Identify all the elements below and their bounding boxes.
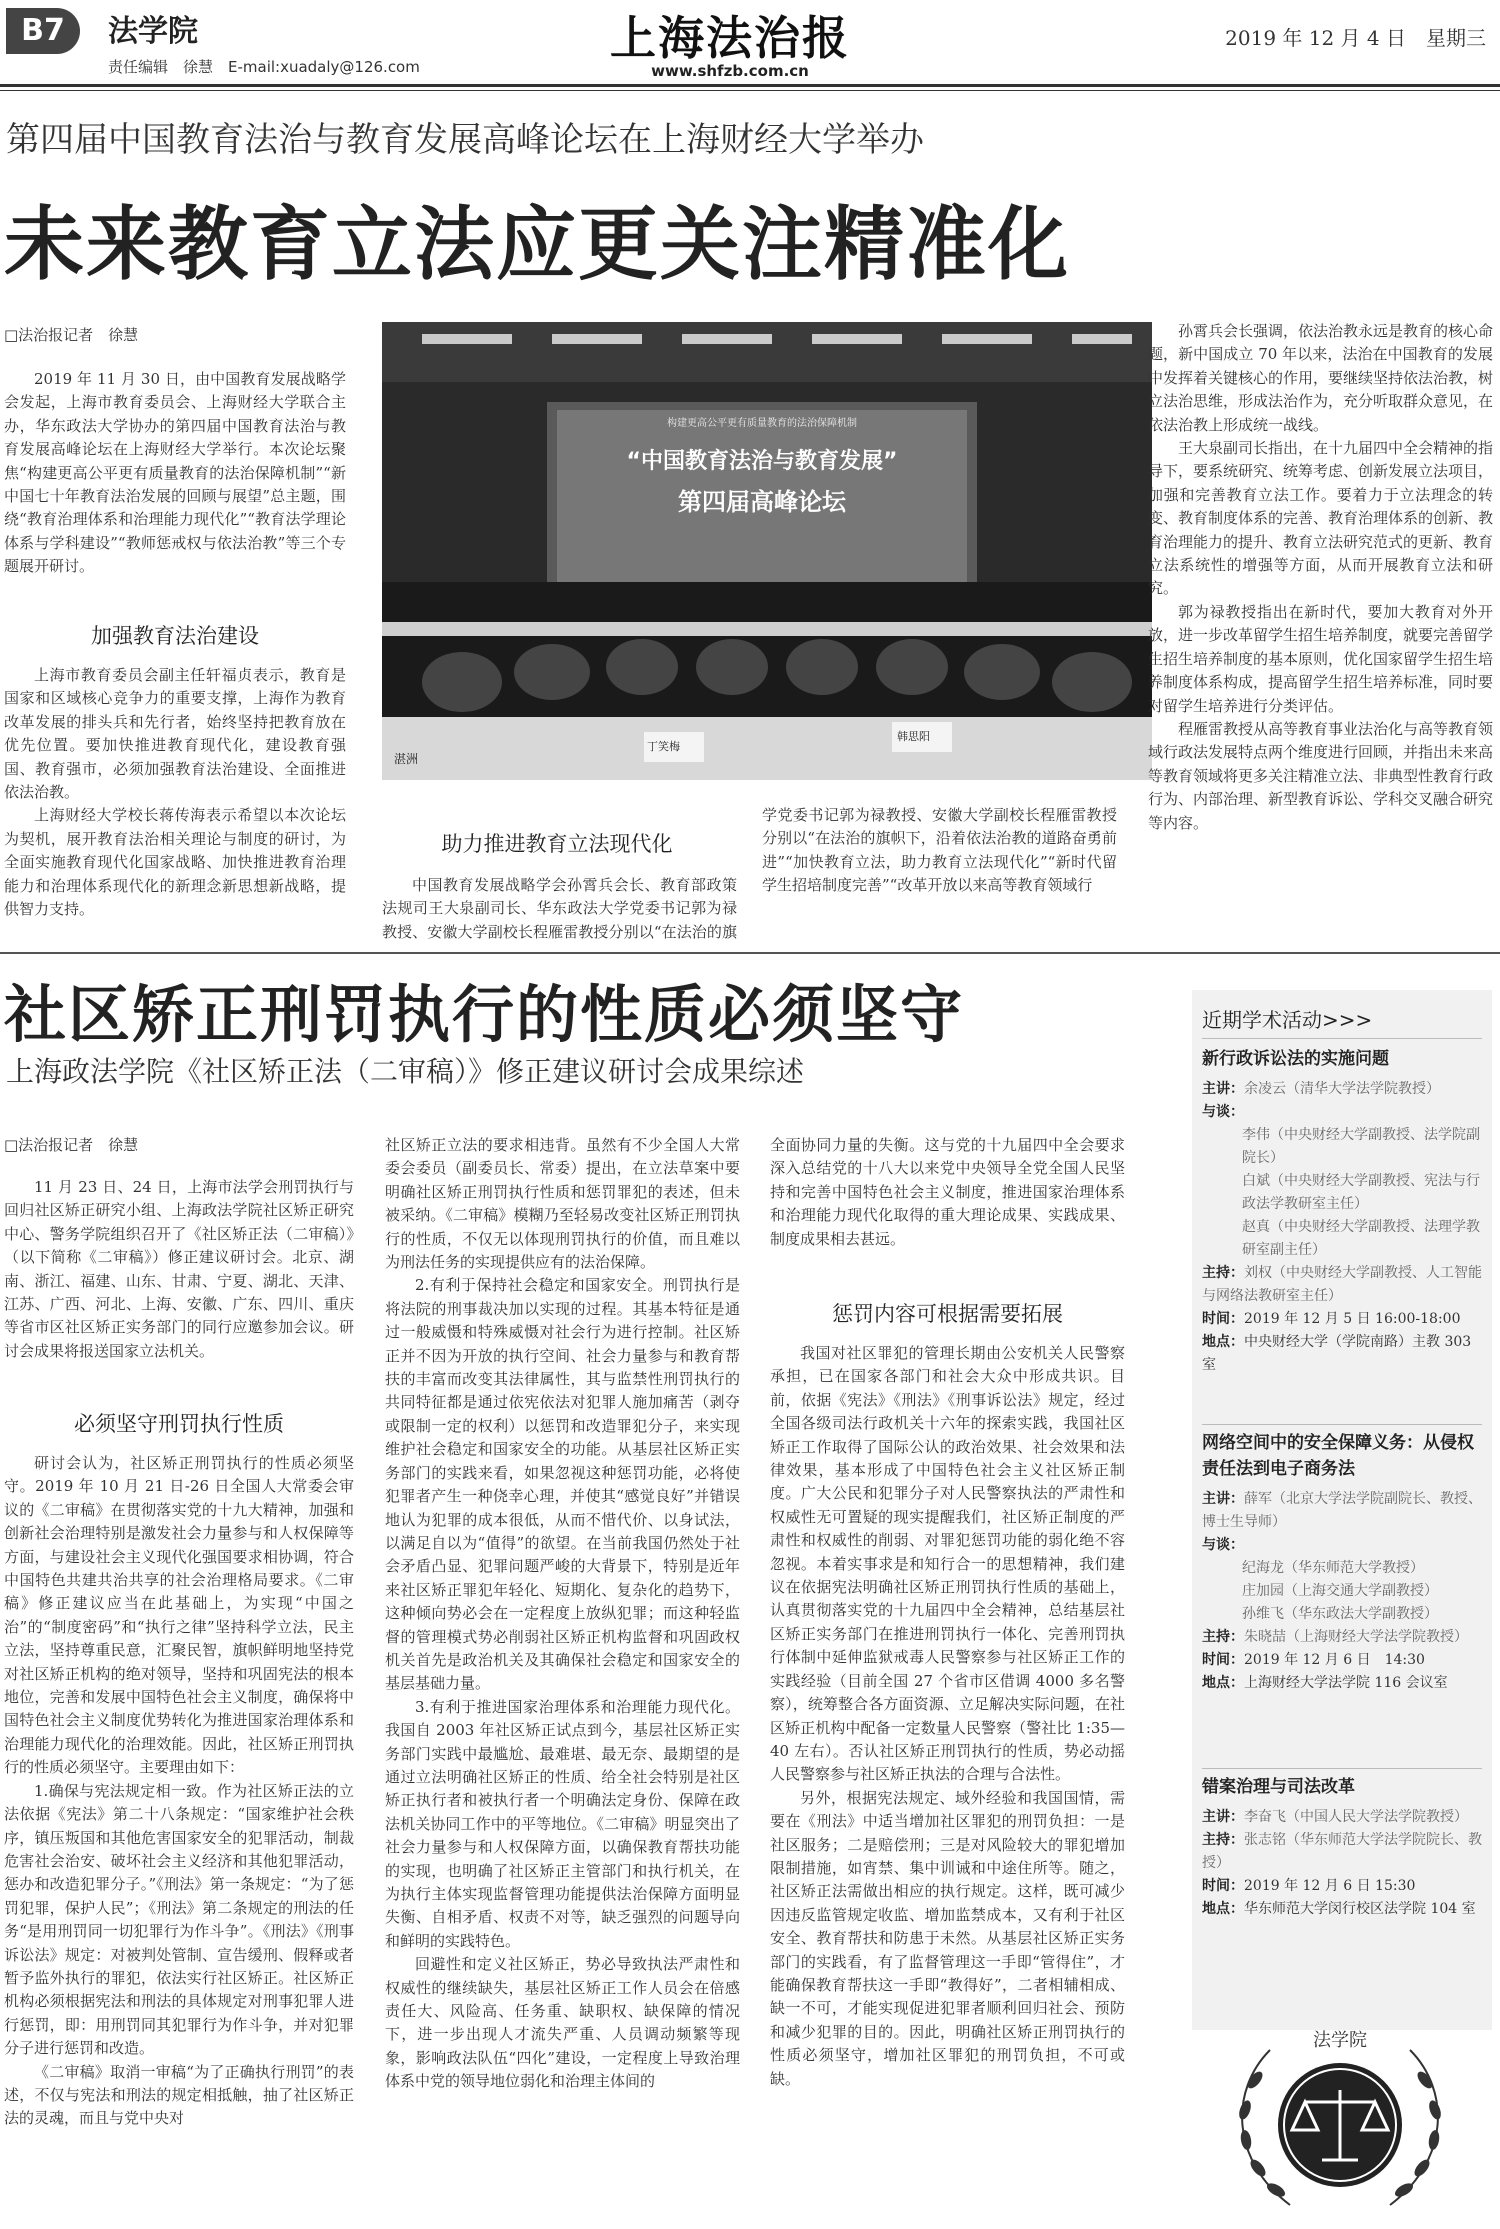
article1-subhead-1: 加强教育法治建设 <box>91 624 259 648</box>
event-2-host <box>1202 1626 1482 1649</box>
article2-col1 <box>4 1452 354 2224</box>
speaker-label: 主讲： <box>1202 1809 1244 1825</box>
event-2-discussant-1 <box>1202 1557 1482 1580</box>
name-card-2: 韩思阳 <box>897 730 930 743</box>
host-name: 刘权（中央财经大学副教授、人工智能与网络法教研室主任） <box>1202 1265 1482 1304</box>
host-label: 主持： <box>1202 1629 1244 1645</box>
article2-intro <box>4 1176 354 1394</box>
host-label: 主持： <box>1202 1832 1244 1848</box>
event-2 <box>1202 1430 1482 1695</box>
event-3 <box>1202 1774 1482 1921</box>
article1-intro <box>4 368 346 618</box>
discussant-name: 赵真（中央财经大学副教授、法理学教研室副主任） <box>1242 1219 1480 1258</box>
article2-byline: □法治报记者 徐慧 <box>4 1136 139 1154</box>
discussant-label: 与谈： <box>1202 1537 1244 1553</box>
event-3-time <box>1202 1875 1482 1898</box>
article1-intro-text: 2019 年 11 月 30 日，由中国教育发展战略学会发起，上海市教育委员会、上海财经大学联合主办，华东政法大学协办的第四届中国教育法治与教育发展高峰论坛在上海财经大学举行。本次论坛聚焦“构建更高公平更有质量教育的法治保障机制”“新中国七十年教育法治发展的回顾与展望”总主题，围绕“教育治理体系和治理能力现代化”“教育法学理论体系与学科建设”“教师惩戒权与依法治教”等三个专题展开研讨。 <box>4 370 346 576</box>
article2-c3-para-2: 我国对社区罪犯的管理长期由公安机关人民警察承担，已在国家各部门和社会大众中形成共识。目前，依据《宪法》《刑法》《刑事诉讼法》规定，经过全国各级司法行政机关十六年的探索实践，我国社区矫正工作取得了国际公认的政治效果、社会效果和法律效果，基本形成了中国特色社会主义社区矫正制度。广大公民和犯罪分子对人民警察执法的严肃性和权威性无可置疑的现实提醒我们，社区矫正制度的严肃性和权威性的削弱、对罪犯惩罚功能的弱化绝不容忽视。本着实事求是和知行合一的思想精神，我们建议在依据宪法明确社区矫正刑罚执行性质的基础上，认真贯彻落实党的十九届四中全会精神，总结基层社区矫正实务部门在推进刑罚执行一体化、完善刑罚执行体制中延伸监狱戒毒人民警察参与社区矫正工作的实践经验（目前全国 27 个省市区借调 4000 多名警察），统筹整合各方面资源、立足解决实际问题，在社区矫正机构中配备一定数量人民警察（警社比 1:35—40 左右）。否认社区矫正刑罚执行的性质，势必动摇人民警察参与社区矫正执法的合理与合法性。 <box>770 1344 1125 1784</box>
name-card-1: 丁笑梅 <box>647 740 680 753</box>
speaker-label: 主讲： <box>1202 1491 1244 1507</box>
sidebar-divider-2 <box>1202 1768 1482 1769</box>
event-1-discussant-1 <box>1202 1124 1482 1170</box>
article2-kicker: 上海政法学院《社区矫正法（二审稿）》修正建议研讨会成果综述 <box>6 1055 805 1088</box>
article2-c2-para-1: 社区矫正立法的要求相违背。虽然有不少全国人大常委会委员（副委员长、常委）提出，在立法草案中要明确社区矫正刑罚执行性质和惩罚罪犯的表述，但未被采纳。《二审稿》模糊乃至轻易改变社区矫正刑罚执行的性质，不仅无以体现刑罚执行的价值，而且难以为刑法任务的实现提供应有的法治保障。 <box>385 1136 740 1272</box>
place-label: 地点： <box>1202 1901 1244 1917</box>
article1-para-3-b: 学党委书记郭为禄教授、安徽大学副校长程雁雷教授分别以“在法治的旗帜下，沿着依法治教的道路奋勇前进”“加快教育立法，助力教育立法现代化”“新时代留学生招培制度完善”“改革开放以来高等教育领域行 <box>762 806 1117 895</box>
place-label: 地点： <box>1202 1675 1244 1691</box>
website-url[interactable]: www.shfzb.com.cn <box>651 62 809 80</box>
host-name: 张志铭（华东师范大学法学院院长、教授） <box>1202 1832 1482 1871</box>
article1-headline: 未来教育立法应更关注精准化 <box>4 198 1070 291</box>
speaker-name: 余凌云（清华大学法学院教授） <box>1244 1081 1440 1097</box>
event-1-discussant-3 <box>1202 1216 1482 1262</box>
banner-title: “中国教育法治与教育发展” <box>626 449 898 474</box>
publication-date: 2019 年 12 月 4 日 星期三 <box>1225 26 1486 50</box>
article2-col3-top <box>770 1134 1125 1298</box>
speaker-label: 主讲： <box>1202 1081 1244 1097</box>
article2-subhead-1: 必须坚守刑罚执行性质 <box>74 1412 284 1436</box>
article2-c2-para-4: 回避性和定义社区矫正，势必导致执法严肃性和权威性的继续缺失，基层社区矫正工作人员会在倍感责任大、风险高、任务重、缺职权、缺保障的情况下，进一步出现人才流失严重、人员调动频繁等现象，影响政法队伍“四化”建设，一定程度上导致治理体系中党的领导地位弱化和治理主体间的 <box>385 1955 740 2091</box>
event-2-topic: 网络空间中的安全保障义务：从侵权责任法到电子商务法 <box>1202 1433 1474 1479</box>
discussant-name: 李伟（中央财经大学副教授、法学院副院长） <box>1242 1127 1480 1166</box>
name-card-3: 湛洲 <box>394 752 419 766</box>
event-1-discussant-2 <box>1202 1170 1482 1216</box>
section-name: 法学院 <box>108 14 198 49</box>
event-1 <box>1202 1046 1482 1377</box>
place-value: 中央财经大学（学院南路）主教 303 室 <box>1202 1334 1472 1373</box>
event-1-discussants <box>1202 1101 1482 1124</box>
event-3-speaker <box>1202 1806 1482 1829</box>
banner-title-2: 第四届高峰论坛 <box>678 488 846 516</box>
masthead-rule <box>0 84 1500 87</box>
time-value: 2019 年 12 月 6 日 14:30 <box>1244 1652 1425 1668</box>
article2-c3-para-3: 另外，根据宪法规定、域外经验和我国国情，需要在《刑法》中适当增加社区罪犯的刑罚负担：一是社区服务；二是赔偿刑；三是对风险较大的罪犯增加限制措施，如宵禁、集中训诫和中途住所等。随之，社区矫正法需做出相应的执行规定。这样，既可减少因违反监管规定收监、增加监禁成本，又有利于社区安全、教育帮扶和防患于未然。从基层社区矫正实务部门的实践看，有了监督管理这一手即“管得住”，才能确保教育帮扶这一手即“教得好”，二者相辅相成、缺一不可，才能实现促进犯罪者顺利回归社会、预防和减少犯罪的目的。因此，明确社区矫正刑罚执行的性质必须坚守，增加社区罪犯的刑罚负担，不可或缺。 <box>770 1788 1125 2088</box>
sidebar-title-rule <box>1202 1038 1482 1039</box>
article1-kicker: 第四届中国教育法治与教育发展高峰论坛在上海财经大学举办 <box>6 120 924 160</box>
article1-para-5: 王大泉副司长指出，在十九届四中全会精神的指导下，要系统研究、统筹考虑、创新发展立法项目，加强和完善教育立法工作。要着力于立法理念的转变、教育制度体系的完善、教育治理体系的创新、教育治理能力的提升、教育立法研究范式的更新、教育立法系统性的增强等方面，从而开展教育立法和研究。 <box>1148 439 1493 598</box>
article2-subhead-2: 惩罚内容可根据需要拓展 <box>832 1302 1063 1326</box>
article2-intro-text: 11 月 23 日、24 日，上海市法学会刑罚执行与回归社区矫正研究小组、上海政法学院社区矫正研究中心、警务学院组织召开了《社区矫正法（二审稿）》（以下简称《二审稿》）修正建议研讨会。北京、湖南、浙江、福建、山东、甘肃、宁夏、湖北、天津、江苏、广西、河北、上海、安徽、广东、四川、重庆等省市区社区矫正实务部门的同行应邀参加会议。研讨会成果将报送国家立法机关。 <box>4 1178 354 1360</box>
time-value: 2019 年 12 月 6 日 15:30 <box>1244 1878 1416 1894</box>
host-name: 朱晓喆（上海财经大学法学院教授） <box>1244 1629 1468 1645</box>
speaker-name: 李奋飞（中国人民大学法学院教授） <box>1244 1809 1468 1825</box>
banner-subtitle: 构建更高公平更有质量教育的法治保障机制 <box>667 418 857 429</box>
event-3-host <box>1202 1829 1482 1875</box>
event-2-discussant-2 <box>1202 1580 1482 1603</box>
article2-c2-para-2: 2.有利于保持社会稳定和国家安全。刑罚执行是将法院的刑事裁决加以实现的过程。其基本特征是通过一般威慑和特殊威慑对社会行为进行控制。社区矫正并不因为开放的执行空间、社会力量参与和教育帮扶的丰富而改变其法律属性，其与监禁性刑罚执行的共同特征都是通过依宪依法对犯罪人施加痛苦（剥夺或限制一定的权利）以惩罚和改造罪犯分子，来实现维护社会稳定和国家安全的功能。从基层社区矫正实务部门的实践来看，如果忽视这种惩罚功能，必将使犯罪者产生一种侥幸心理，并使其“感觉良好”并错误地认为犯罪的成本很低，从而不惜代价、以身试法，以满足自以为“值得”的欲望。在当前我国仍然处于社会矛盾凸显、犯罪问题严峻的大背景下，特别是近年来社区矫正罪犯年轻化、短期化、复杂化的趋势下，这种倾向势必会在一定程度上放纵犯罪；而这种轻监督的管理模式势必削弱社区矫正机构监督和巩固政权机关首先是政治机关及其确保社会稳定和国家安全的基层基础力量。 <box>385 1276 740 1693</box>
event-2-place <box>1202 1672 1482 1695</box>
article1-para-1: 上海市教育委员会副主任轩福贞表示，教育是国家和区域核心竞争力的重要支撑，上海作为教育改革发展的排头兵和先行者，始终坚持把教育放在优先位置。要加快推进教育现代化，建设教育强国、教育强市，必须加强教育法治建设、全面推进依法治教。 <box>4 666 346 802</box>
event-1-host <box>1202 1262 1482 1308</box>
place-value: 上海财经大学法学院 116 会议室 <box>1244 1675 1448 1691</box>
place-label: 地点： <box>1202 1334 1244 1350</box>
article1-byline: □法治报记者 徐慧 <box>4 326 139 344</box>
article2-col2 <box>385 1134 740 2224</box>
editor-line: 责任编辑 徐慧 E-mail:xuadaly@126.com <box>108 58 420 76</box>
article1-para-3-a: 中国教育发展战略学会孙霄兵会长、教育部政策法规司王大泉副司长、华东政法大学党委书记郭为禄教授、安徽大学副校长程雁雷教授分别以“在法治的旗 <box>382 876 737 941</box>
event-3-topic: 错案治理与司法改革 <box>1202 1777 1355 1797</box>
sidebar-divider-1 <box>1202 1424 1482 1425</box>
event-1-time <box>1202 1308 1482 1331</box>
masthead-rule-thin <box>0 90 1500 91</box>
discussant-name: 白斌（中央财经大学副教授、宪法与行政法学教研室主任） <box>1242 1173 1480 1212</box>
article1-col3-text <box>762 804 1117 944</box>
article1-col2-text <box>382 874 737 944</box>
event-2-discussant-3 <box>1202 1603 1482 1626</box>
place-value: 华东师范大学闵行校区法学院 104 室 <box>1244 1901 1476 1917</box>
article1-para-2: 上海财经大学校长蒋传海表示希望以本次论坛为契机，展开教育法治相关理论与制度的研讨，为全面实施教育现代化国家战略、加快推进教育治理能力和治理体系现代化的新理念新思想新战略，提供智力支持。 <box>4 806 346 919</box>
event-2-discussants <box>1202 1534 1482 1557</box>
event-2-time <box>1202 1649 1482 1672</box>
article2-c1-para-1: 研讨会认为，社区矫正刑罚执行的性质必须坚守。2019 年 10 月 21 日-26 日全国人大常委会审议的《二审稿》在贯彻落实党的十九大精神，加强和创新社会治理特别是激发社会力量参与和人权保障等方面，与建设社会主义现代化强国要求相协调，符合中国特色共建共治共享的社会治理格局要求。《二审稿》修正建议应当在此基础上，为实现“中国之治”的“制度密码”和“执行之律”坚持科学立法，民主立法，坚持尊重民意，汇聚民智，旗帜鲜明地坚持党对社区矫正机构的绝对领导，坚持和巩固宪法的根本地位，完善和发展中国特色社会主义制度，确保将中国特色社会主义制度优势转化为推进国家治理体系和治理能力现代化的治理效能。因此，社区矫正刑罚执行的性质必须坚守。主要理由如下： <box>4 1454 354 1777</box>
time-label: 时间： <box>1202 1652 1244 1668</box>
article1-para-6: 郭为禄教授指出在新时代，要加大教育对外开放，进一步改革留学生招生培养制度，就要完善留学生招生培养制度的基本原则，优化国家留学生招生培养制度体系构成，提高留学生招生培养标准，同时要对留学生培养进行分类评估。 <box>1148 602 1493 715</box>
article2-col3 <box>770 1342 1125 2224</box>
speaker-name: 薛军（北京大学法学院副院长、教授、博士生导师） <box>1202 1491 1482 1530</box>
law-school-emblem <box>1210 2020 1470 2220</box>
sidebar-title: 近期学术活动>>> <box>1202 1008 1373 1032</box>
article2-c2-para-3: 3.有利于推进国家治理体系和治理能力现代化。我国自 2003 年社区矫正试点到今，基层社区矫正实务部门实践中最尴尬、最难堪、最无奈、最期望的是通过立法明确社区矫正的性质、给全社会特别是社区矫正执行者和被执行者一个明确法定身份、保障在政法机关协同工作中的平等地位。《二审稿》明显突出了社会力量参与和人权保障方面，以确保教育帮扶功能的实现，也明确了社区矫正主管部门和执行机关，在为执行主体实现监督管理功能提供法治保障方面明显失衡、自相矛盾、权责不对等，缺乏强烈的问题导向和鲜明的实践特色。 <box>385 1697 740 1950</box>
host-label: 主持： <box>1202 1265 1244 1281</box>
article1-subhead-2: 助力推进教育立法现代化 <box>441 832 673 856</box>
article-separator <box>0 952 1500 954</box>
discussant-name: 孙维飞（华东政法大学副教授） <box>1242 1606 1438 1622</box>
page-badge: B7 <box>6 8 80 54</box>
article1-section-1 <box>4 664 346 944</box>
article1-para-7: 程雁雷教授从高等教育事业法治化与高等教育领域行政法发展特点两个维度进行回顾，并指出未来高等教育领域将更多关注精准立法、非典型性教育行政行为、内部治理、新型教育诉讼、学科交叉融合研究等内容。 <box>1148 719 1493 832</box>
conference-photo-illustration <box>382 322 1152 780</box>
event-1-topic: 新行政诉讼法的实施问题 <box>1202 1049 1389 1069</box>
event-1-speaker <box>1202 1078 1482 1101</box>
event-2-speaker <box>1202 1488 1482 1534</box>
article2-c1-para-2: 1.确保与宪法规定相一致。作为社区矫正法的立法依据《宪法》第二十八条规定：“国家维护社会秩序，镇压叛国和其他危害国家安全的犯罪活动，制裁危害社会治安、破坏社会主义经济和其他犯罪活动，惩办和改造犯罪分子。”《刑法》第一条规定：“为了惩罚犯罪，保护人民”；《刑法》第二条规定的刑法的任务“是用刑罚同一切犯罪行为作斗争”。《刑法》《刑事诉讼法》规定：对被判处管制、宣告缓刑、假释或者暂予监外执行的罪犯，依法实行社区矫正。社区矫正机构必须根据宪法和刑法的具体规定对刑事犯罪人进行惩罚，即：用刑罚同其犯罪行为作斗争，并对犯罪分子进行惩罚和改造。 <box>4 1781 354 2058</box>
event-1-place <box>1202 1331 1482 1377</box>
conference-photo <box>382 322 1152 780</box>
time-label: 时间： <box>1202 1878 1244 1894</box>
article1-col4-text <box>1148 320 1493 944</box>
article1-para-4: 孙霄兵会长强调，依法治教永远是教育的核心命题，新中国成立 70 年以来，法治在中国教育的发展中发挥着关键核心的作用，要继续坚持依法治教，树立法治思维，形成法治作为，充分听取群众意见，在依法治教上形成统一战线。 <box>1148 322 1493 434</box>
article2-headline: 社区矫正刑罚执行的性质必须坚守 <box>4 978 965 1051</box>
emblem-text: 法学院 <box>1313 2030 1367 2051</box>
article2-c3-para-1: 全面协同力量的失衡。这与党的十九届四中全会要求深入总结党的十八大以来党中央领导全党全国人民坚持和完善中国特色社会主义制度，推进国家治理体系和治理能力现代化取得的重大理论成果、实践成果、制度成果相去甚远。 <box>770 1136 1125 1248</box>
article2-c1-para-3: 《二审稿》取消一审稿“为了正确执行刑罚”的表述，不仅与宪法和刑法的规定相抵触，抽了社区矫正法的灵魂，而且与党中央对 <box>4 2062 354 2128</box>
time-label: 时间： <box>1202 1311 1244 1327</box>
discussant-name: 纪海龙（华东师范大学教授） <box>1242 1560 1424 1576</box>
event-3-place <box>1202 1898 1482 1921</box>
newspaper-logo: 上海法治报 <box>610 11 850 65</box>
discussant-name: 庄加园（上海交通大学副教授） <box>1242 1583 1438 1599</box>
events-sidebar <box>1192 990 1492 2030</box>
discussant-label: 与谈： <box>1202 1104 1244 1120</box>
time-value: 2019 年 12 月 5 日 16:00-18:00 <box>1244 1311 1461 1327</box>
